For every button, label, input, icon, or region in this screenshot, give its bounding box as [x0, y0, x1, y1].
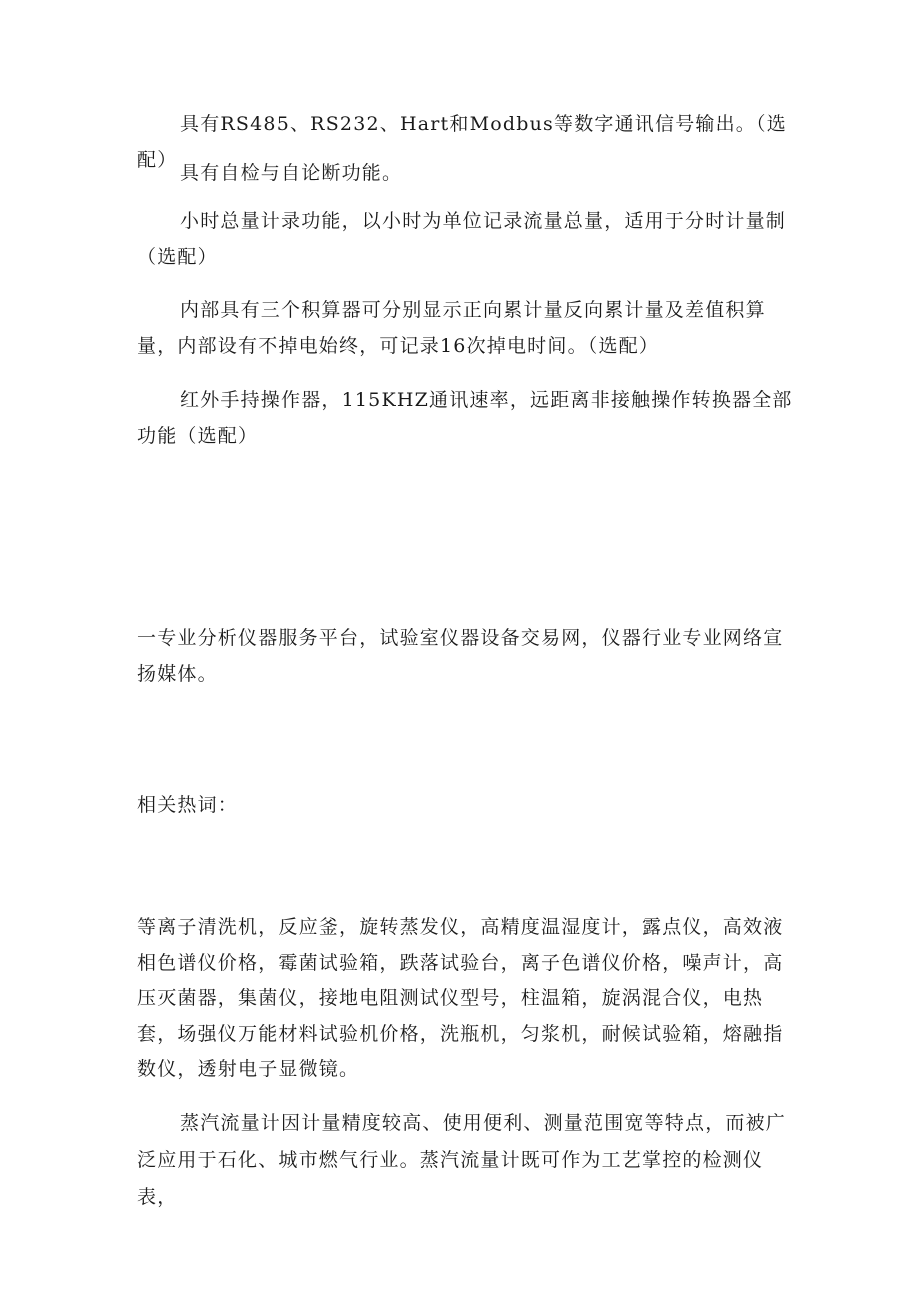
paragraph-infrared-operator: 红外手持操作器，115KHZ通讯速率，远距离非接触操作转换器全部功能（选配） [137, 389, 793, 447]
paragraph-hourly-total: 小时总量计录功能，以小时为单位记录流量总量，适用于分时计量制（选配） [137, 210, 787, 268]
paragraph-digital-output: 具有RS485、RS232、Hart和Modbus等数字通讯信号输出。（选配） [137, 113, 787, 171]
paragraph-integrators: 内部具有三个积算器可分别显示正向累计量反向累计量及差值积算量，内部设有不掉电始终，可记录16次掉电时间。（选配） [137, 299, 766, 357]
related-keywords-heading: 相关热词： [137, 794, 239, 816]
paragraph-platform-intro: 一专业分析仪器服务平台，试验室仪器设备交易网，仪器行业专业网络宣扬媒体。 [137, 627, 784, 685]
paragraph-steam-flowmeter: 蒸汽流量计因计量精度较高、使用便利、测量范围宽等特点，而被广泛应用于石化、城市燃气行业。蒸汽流量计既可作为工艺掌控的检测仪表， [137, 1112, 787, 1208]
related-keywords-list: 等离子清洗机，反应釜，旋转蒸发仪，高精度温湿度计，露点仪，高效液相色谱仪价格，霉菌试验箱，跌落试验台，离子色谱仪价格，噪声计，高压灭菌器，集菌仪，接地电阻测试仪型号，柱温箱，旋涡混合仪，电热套，场强仪万能材料试验机价格，洗瓶机，匀浆机，耐候试验箱，熔融指数仪，透射电子显微镜。 [137, 916, 784, 1080]
paragraph-self-diagnosis: 具有自检与自论断功能。 [180, 162, 403, 184]
